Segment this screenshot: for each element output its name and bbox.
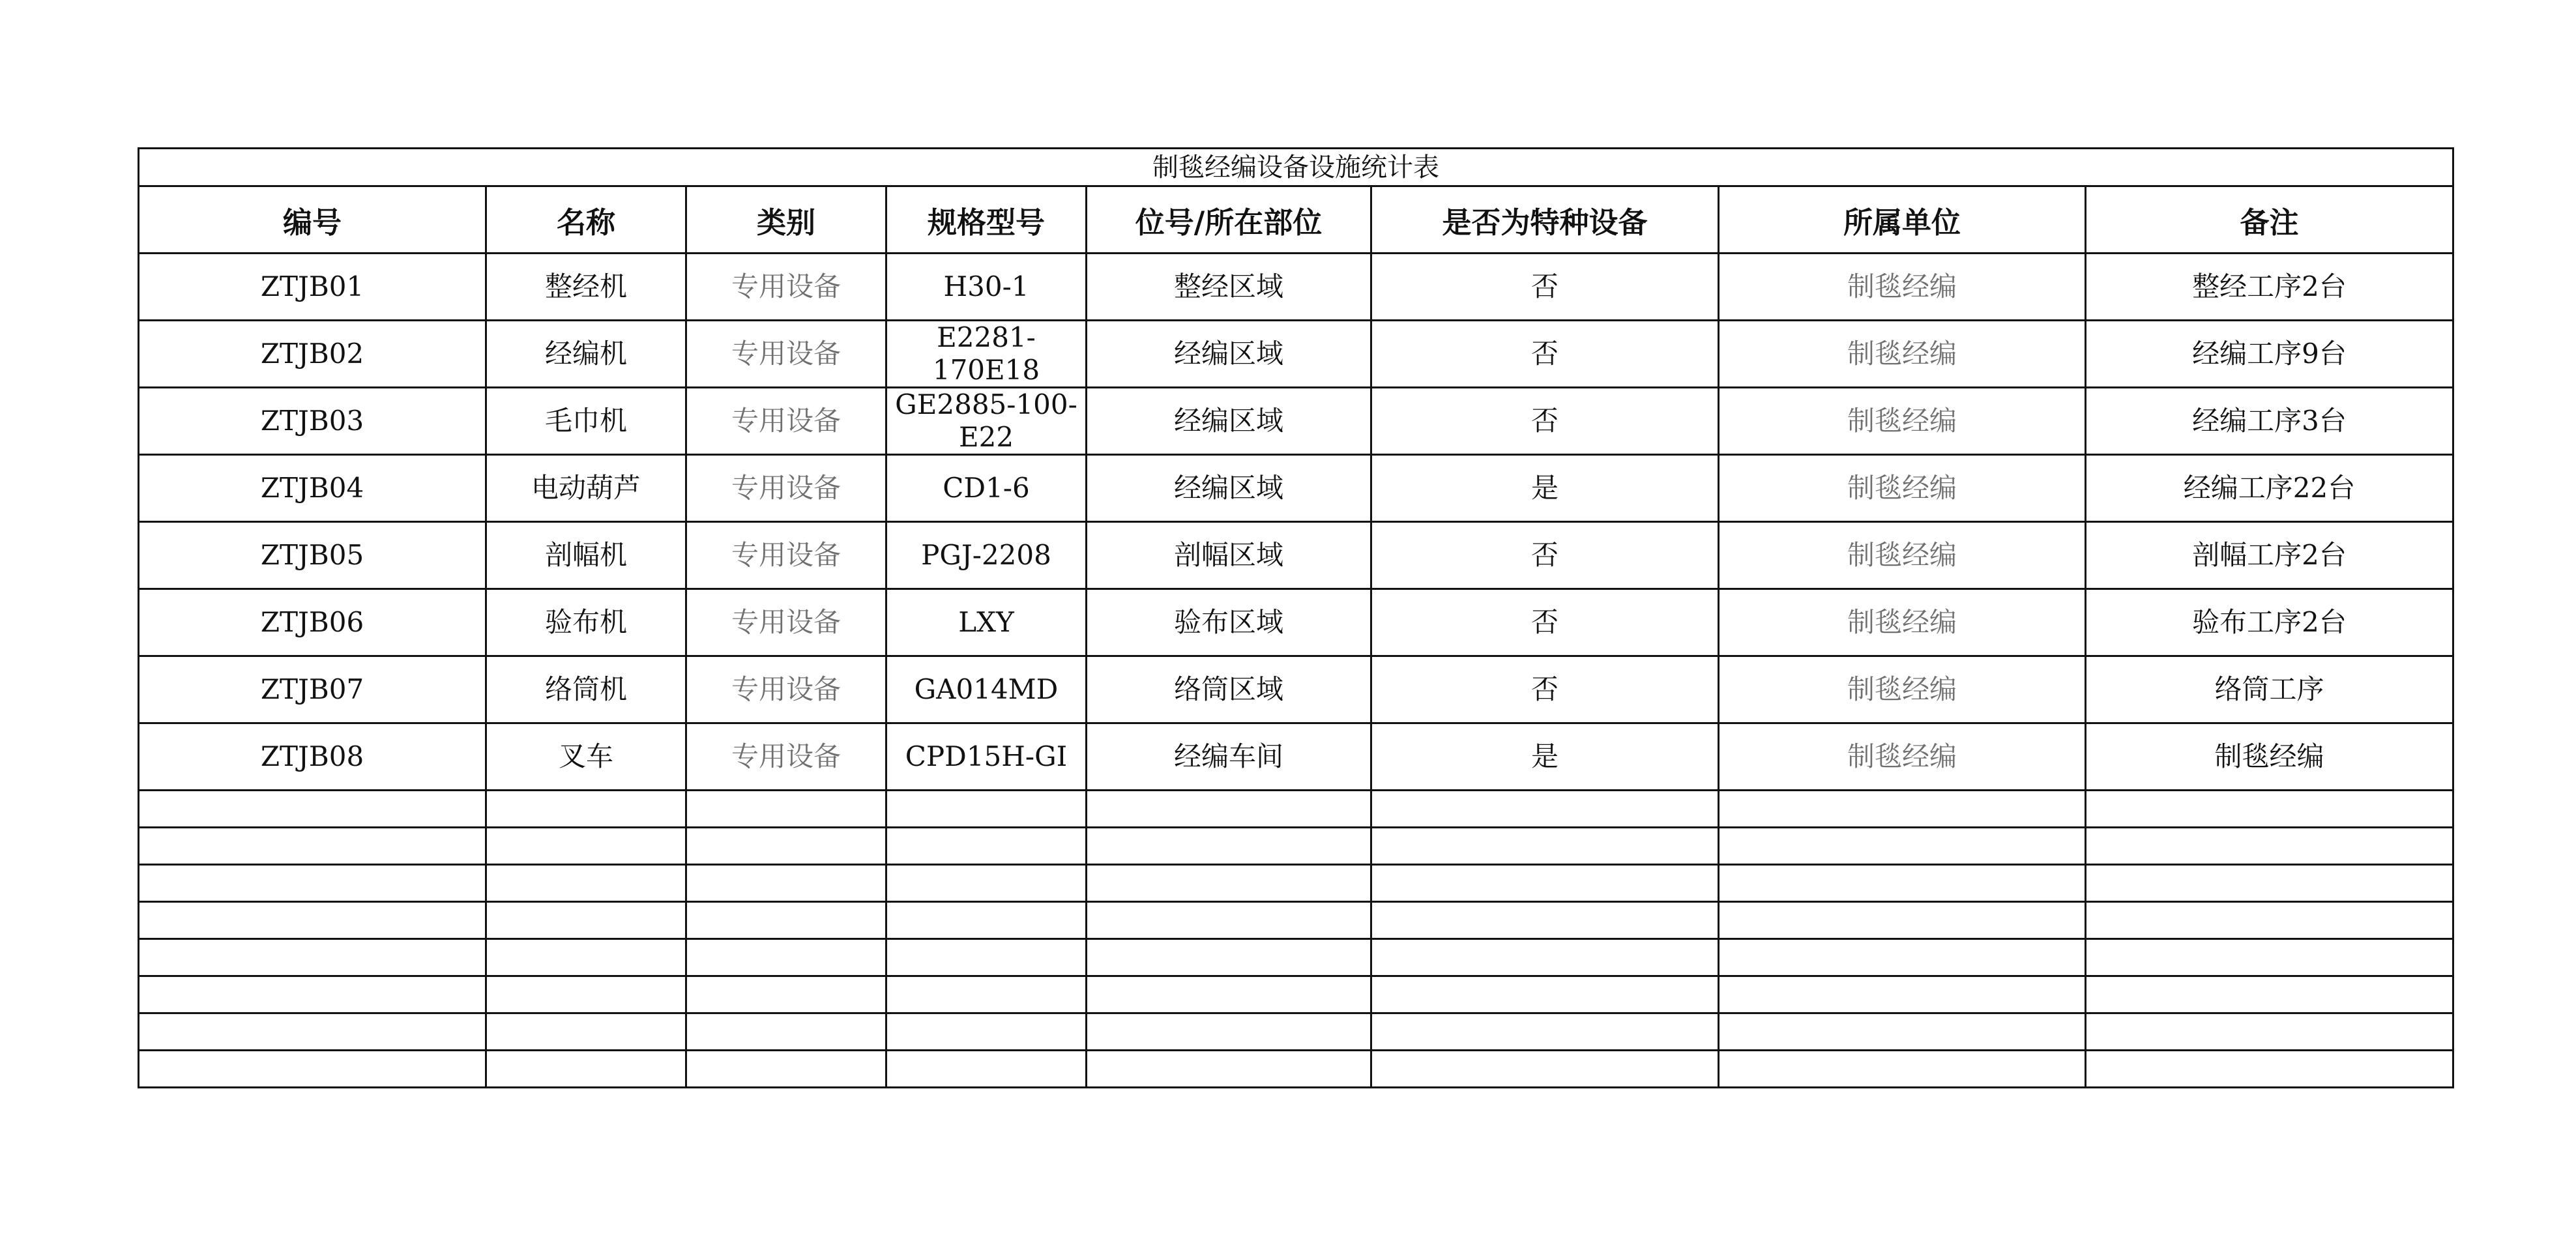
empty-cell[interactable] (1087, 1051, 1371, 1088)
cell-name[interactable]: 剖幅机 (486, 522, 686, 589)
cell-category[interactable]: 专用设备 (686, 589, 886, 656)
empty-cell[interactable] (1719, 1013, 2086, 1051)
empty-row (139, 828, 2453, 865)
table-row (139, 455, 2453, 522)
empty-cell[interactable] (1087, 865, 1371, 902)
empty-cell[interactable] (886, 939, 1087, 976)
cell-unit[interactable]: 制毯经编 (1719, 455, 2086, 522)
empty-cell[interactable] (686, 865, 886, 902)
empty-cell[interactable] (1371, 1051, 1719, 1088)
header-cell-remark[interactable]: 备注 (2086, 186, 2453, 254)
empty-cell[interactable] (886, 791, 1087, 828)
cell-remark[interactable]: 经编工序22台 (2086, 455, 2453, 522)
empty-row (139, 939, 2453, 976)
header-cell-model[interactable]: 规格型号 (886, 186, 1087, 254)
cell-location[interactable]: 经编区域 (1087, 388, 1371, 455)
empty-cell[interactable] (686, 939, 886, 976)
table-row (139, 321, 2453, 388)
empty-cell[interactable] (2086, 976, 2453, 1013)
empty-cell[interactable] (686, 828, 886, 865)
empty-cell[interactable] (486, 865, 686, 902)
cell-location[interactable]: 经编区域 (1087, 321, 1371, 388)
table-row (139, 522, 2453, 589)
cell-model[interactable]: CPD15H-GI (886, 723, 1087, 791)
cell-special[interactable]: 否 (1371, 388, 1719, 455)
cell-unit[interactable]: 制毯经编 (1719, 254, 2086, 321)
header-cell-unit[interactable]: 所属单位 (1719, 186, 2086, 254)
cell-category[interactable]: 专用设备 (686, 254, 886, 321)
empty-cell[interactable] (1087, 828, 1371, 865)
cell-id[interactable]: ZTJB05 (139, 522, 486, 589)
empty-cell[interactable] (486, 902, 686, 939)
header-cell-id[interactable]: 编号 (139, 186, 486, 254)
cell-model[interactable]: H30-1 (886, 254, 1087, 321)
cell-location[interactable]: 验布区域 (1087, 589, 1371, 656)
empty-cell[interactable] (139, 865, 486, 902)
empty-cell[interactable] (2086, 1013, 2453, 1051)
empty-cell[interactable] (486, 1051, 686, 1088)
title-row (139, 149, 2453, 186)
empty-cell[interactable] (1719, 865, 2086, 902)
empty-cell[interactable] (686, 1013, 886, 1051)
cell-special[interactable]: 否 (1371, 656, 1719, 723)
cell-unit[interactable]: 制毯经编 (1719, 656, 2086, 723)
cell-special[interactable]: 是 (1371, 455, 1719, 522)
cell-remark[interactable]: 整经工序2台 (2086, 254, 2453, 321)
cell-remark[interactable]: 制毯经编 (2086, 723, 2453, 791)
empty-cell[interactable] (1719, 976, 2086, 1013)
empty-row (139, 865, 2453, 902)
empty-row (139, 902, 2453, 939)
cell-model[interactable]: GA014MD (886, 656, 1087, 723)
empty-cell[interactable] (686, 976, 886, 1013)
table-row (139, 723, 2453, 791)
cell-name[interactable]: 整经机 (486, 254, 686, 321)
empty-cell[interactable] (139, 1013, 486, 1051)
empty-cell[interactable] (1371, 939, 1719, 976)
empty-cell[interactable] (686, 902, 886, 939)
empty-cell[interactable] (139, 1051, 486, 1088)
header-cell-location[interactable]: 位号/所在部位 (1087, 186, 1371, 254)
empty-cell[interactable] (139, 902, 486, 939)
cell-special[interactable]: 否 (1371, 522, 1719, 589)
empty-cell[interactable] (886, 1013, 1087, 1051)
cell-name[interactable]: 络筒机 (486, 656, 686, 723)
empty-row (139, 1051, 2453, 1088)
cell-unit[interactable]: 制毯经编 (1719, 321, 2086, 388)
empty-cell[interactable] (886, 828, 1087, 865)
cell-category[interactable]: 专用设备 (686, 455, 886, 522)
cell-location[interactable]: 整经区域 (1087, 254, 1371, 321)
empty-cell[interactable] (1371, 828, 1719, 865)
empty-cell[interactable] (1719, 791, 2086, 828)
empty-cell[interactable] (486, 976, 686, 1013)
cell-unit[interactable]: 制毯经编 (1719, 723, 2086, 791)
cell-name[interactable]: 电动葫芦 (486, 455, 686, 522)
cell-unit[interactable]: 制毯经编 (1719, 589, 2086, 656)
empty-cell[interactable] (139, 939, 486, 976)
cell-unit[interactable]: 制毯经编 (1719, 388, 2086, 455)
cell-category[interactable]: 专用设备 (686, 321, 886, 388)
table-row (139, 589, 2453, 656)
cell-model[interactable]: GE2885-100-E22 (886, 388, 1087, 455)
cell-special[interactable]: 否 (1371, 589, 1719, 656)
cell-name[interactable]: 经编机 (486, 321, 686, 388)
cell-unit[interactable]: 制毯经编 (1719, 522, 2086, 589)
cell-model[interactable]: LXY (886, 589, 1087, 656)
cell-id[interactable]: ZTJB02 (139, 321, 486, 388)
cell-name[interactable]: 毛巾机 (486, 388, 686, 455)
cell-id[interactable]: ZTJB07 (139, 656, 486, 723)
empty-cell[interactable] (1719, 828, 2086, 865)
cell-remark[interactable]: 络筒工序 (2086, 656, 2453, 723)
cell-special[interactable]: 否 (1371, 321, 1719, 388)
cell-model[interactable]: PGJ-2208 (886, 522, 1087, 589)
header-cell-name[interactable]: 名称 (486, 186, 686, 254)
cell-location[interactable]: 经编区域 (1087, 455, 1371, 522)
empty-cell[interactable] (886, 976, 1087, 1013)
empty-row (139, 1013, 2453, 1051)
empty-cell[interactable] (686, 1051, 886, 1088)
cell-model[interactable]: E2281-170E18 (886, 321, 1087, 388)
cell-category[interactable]: 专用设备 (686, 723, 886, 791)
cell-special[interactable]: 是 (1371, 723, 1719, 791)
cell-model[interactable]: CD1-6 (886, 455, 1087, 522)
table-row (139, 656, 2453, 723)
empty-cell[interactable] (2086, 902, 2453, 939)
empty-cell[interactable] (1371, 1013, 1719, 1051)
cell-category[interactable]: 专用设备 (686, 522, 886, 589)
spreadsheet (138, 147, 2452, 1088)
empty-cell[interactable] (2086, 828, 2453, 865)
table-body (139, 254, 2453, 1088)
empty-cell[interactable] (139, 828, 486, 865)
empty-cell[interactable] (2086, 1051, 2453, 1088)
cell-id[interactable]: ZTJB08 (139, 723, 486, 791)
empty-cell[interactable] (2086, 865, 2453, 902)
empty-cell[interactable] (2086, 939, 2453, 976)
empty-row (139, 976, 2453, 1013)
table-title[interactable]: 制毯经编设备设施统计表 (139, 149, 2453, 186)
empty-cell[interactable] (1719, 939, 2086, 976)
cell-remark[interactable]: 经编工序3台 (2086, 388, 2453, 455)
cell-location[interactable]: 剖幅区域 (1087, 522, 1371, 589)
empty-cell[interactable] (886, 1051, 1087, 1088)
cell-category[interactable]: 专用设备 (686, 388, 886, 455)
empty-cell[interactable] (1719, 902, 2086, 939)
empty-cell[interactable] (1719, 1051, 2086, 1088)
empty-cell[interactable] (1371, 902, 1719, 939)
equipment-table (138, 147, 2454, 1088)
empty-cell[interactable] (1087, 902, 1371, 939)
empty-cell[interactable] (1087, 939, 1371, 976)
empty-cell[interactable] (139, 976, 486, 1013)
header-cell-category[interactable]: 类别 (686, 186, 886, 254)
cell-id[interactable]: ZTJB04 (139, 455, 486, 522)
empty-cell[interactable] (486, 939, 686, 976)
empty-cell[interactable] (2086, 791, 2453, 828)
empty-cell[interactable] (1087, 791, 1371, 828)
cell-location[interactable]: 经编车间 (1087, 723, 1371, 791)
cell-id[interactable]: ZTJB03 (139, 388, 486, 455)
empty-cell[interactable] (486, 828, 686, 865)
cell-name[interactable]: 叉车 (486, 723, 686, 791)
cell-special[interactable]: 否 (1371, 254, 1719, 321)
empty-cell[interactable] (1371, 976, 1719, 1013)
empty-cell[interactable] (486, 791, 686, 828)
empty-cell[interactable] (1371, 791, 1719, 828)
header-row (139, 186, 2453, 254)
empty-cell[interactable] (1087, 976, 1371, 1013)
cell-remark[interactable]: 剖幅工序2台 (2086, 522, 2453, 589)
empty-cell[interactable] (886, 865, 1087, 902)
table-row (139, 388, 2453, 455)
empty-cell[interactable] (1371, 865, 1719, 902)
cell-remark[interactable]: 经编工序9台 (2086, 321, 2453, 388)
empty-cell[interactable] (486, 1013, 686, 1051)
empty-row (139, 791, 2453, 828)
empty-cell[interactable] (886, 902, 1087, 939)
cell-category[interactable]: 专用设备 (686, 656, 886, 723)
cell-remark[interactable]: 验布工序2台 (2086, 589, 2453, 656)
empty-cell[interactable] (1087, 1013, 1371, 1051)
empty-cell[interactable] (686, 791, 886, 828)
cell-id[interactable]: ZTJB01 (139, 254, 486, 321)
table-row (139, 254, 2453, 321)
empty-cell[interactable] (139, 791, 486, 828)
cell-name[interactable]: 验布机 (486, 589, 686, 656)
cell-location[interactable]: 络筒区域 (1087, 656, 1371, 723)
cell-id[interactable]: ZTJB06 (139, 589, 486, 656)
header-cell-special[interactable]: 是否为特种设备 (1371, 186, 1719, 254)
